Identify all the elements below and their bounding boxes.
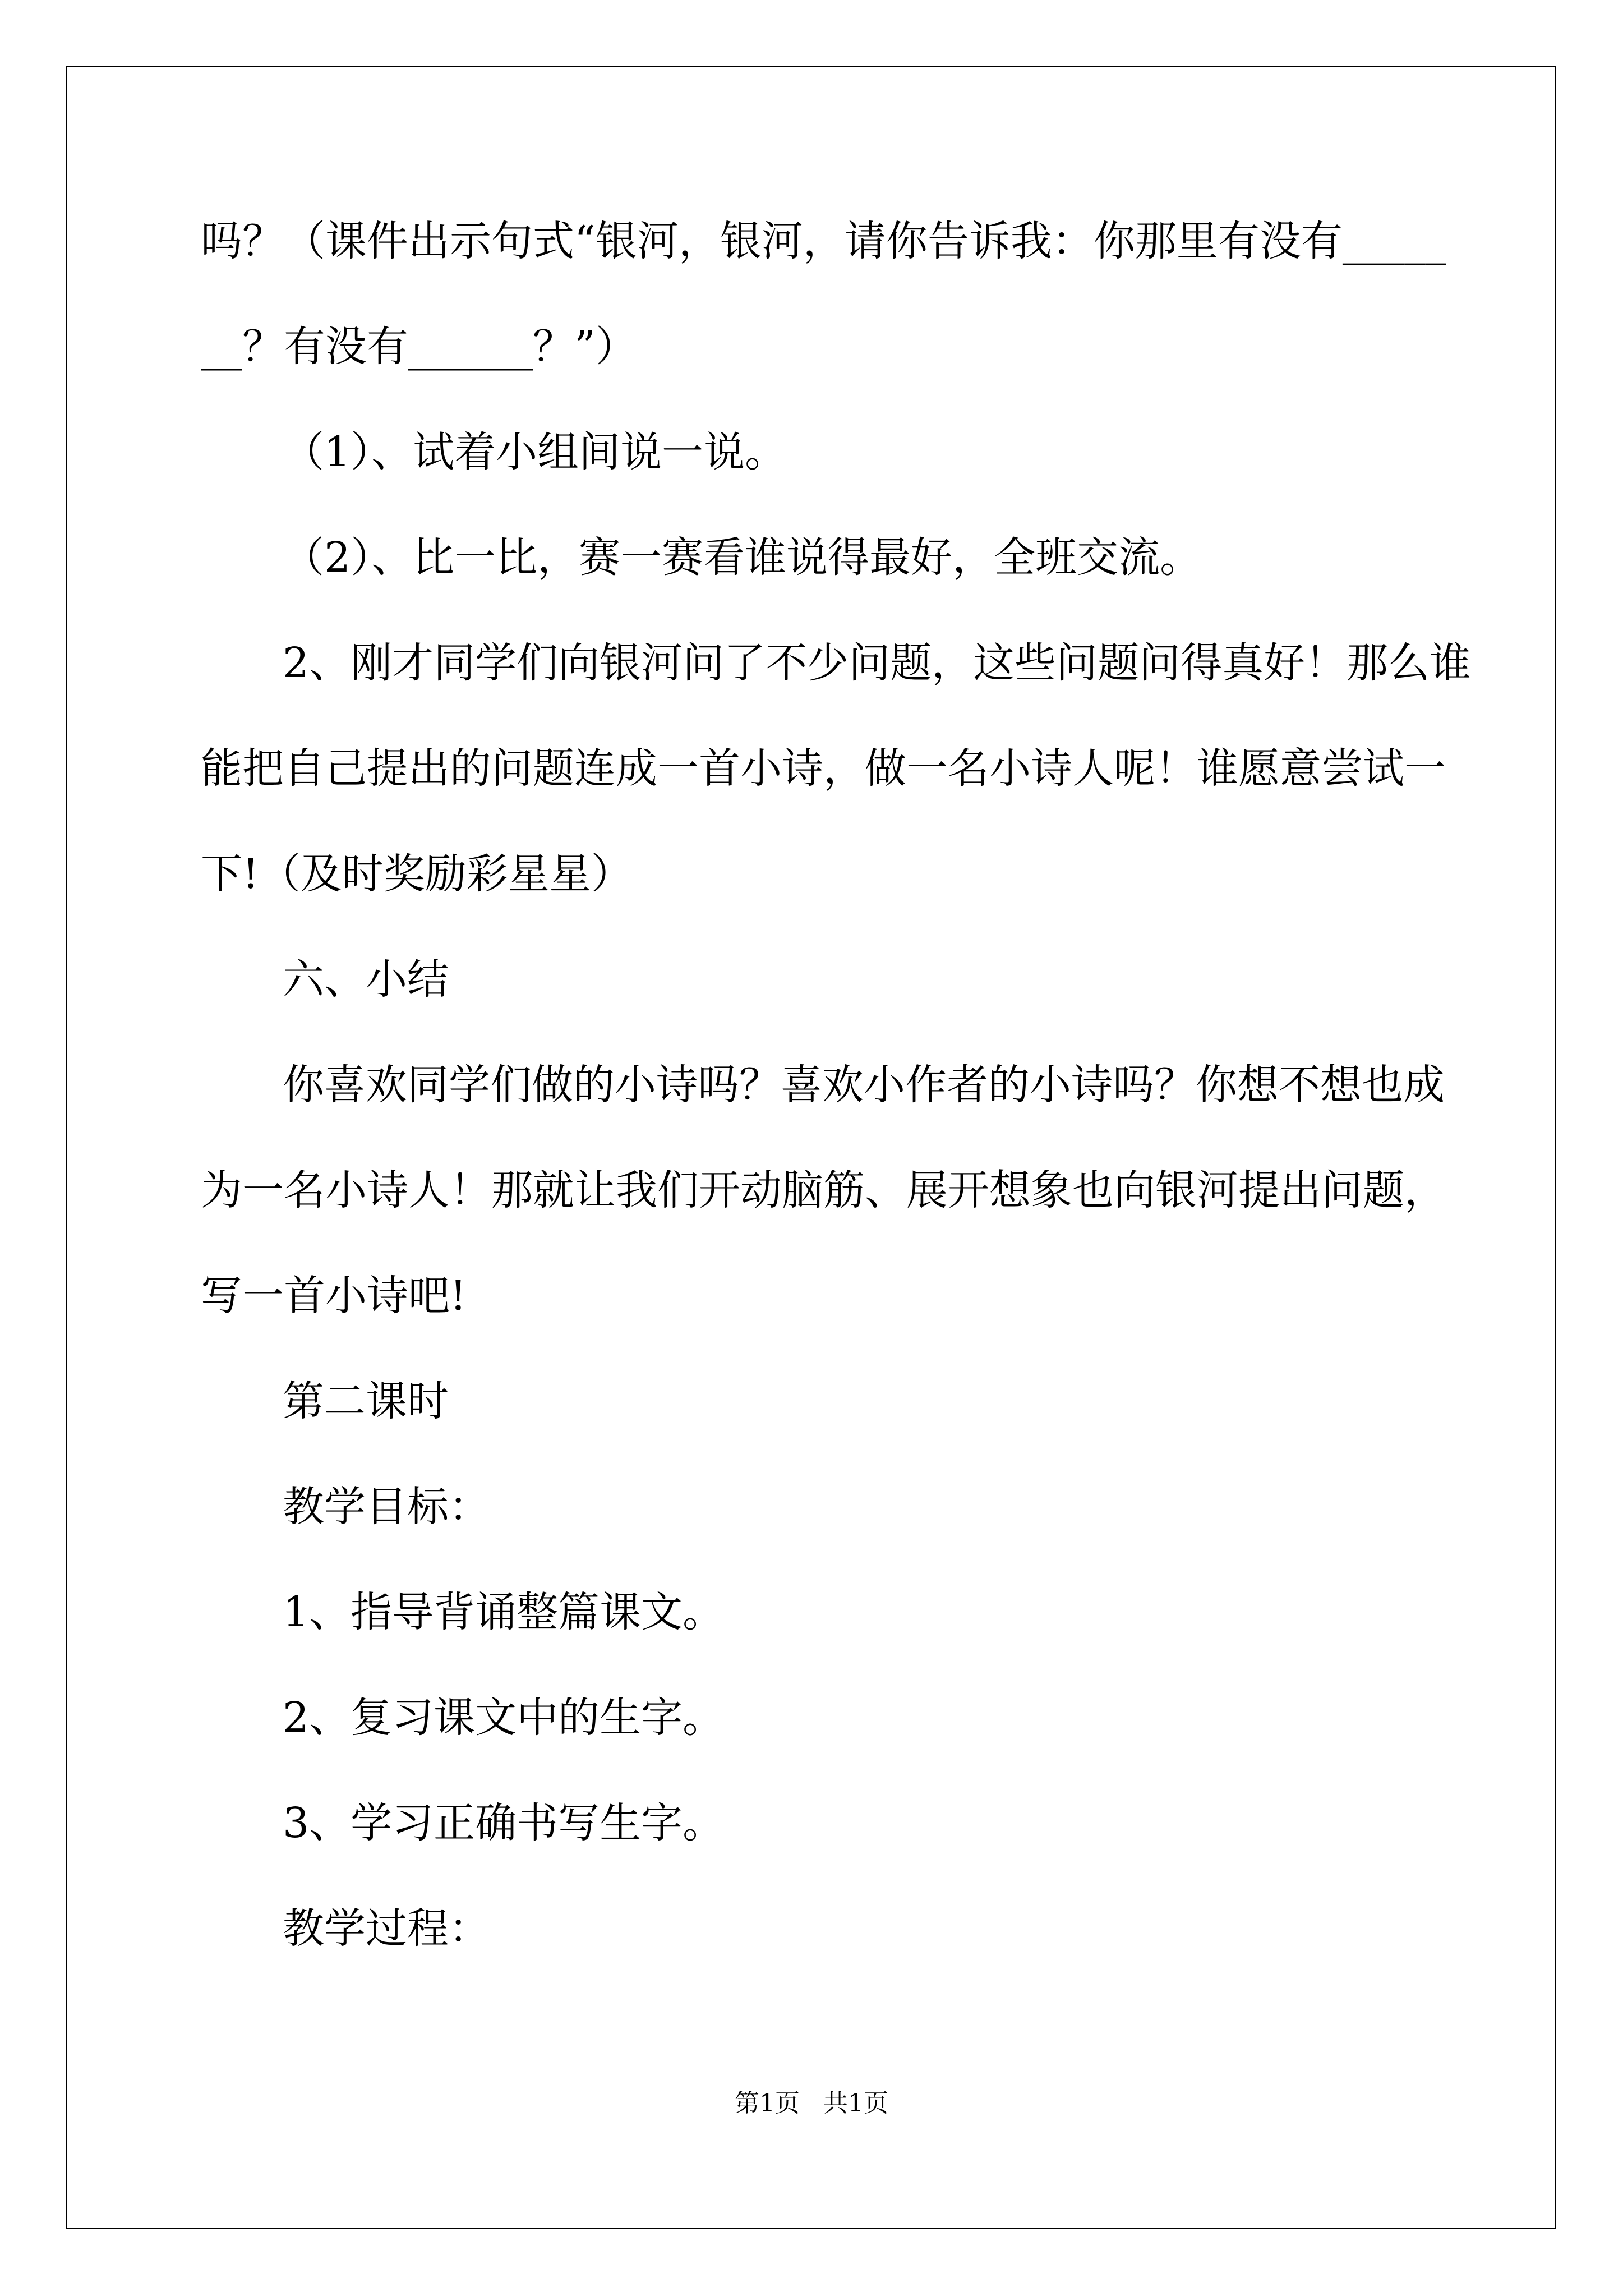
list-item: 1、指导背诵整篇课文。 — [283, 1588, 725, 1636]
text-line: 吗？（课件出示句式“银河，银河，请你告诉我：你那里有没有_____ — [201, 217, 1446, 265]
text-line: 写一首小诗吧! — [201, 1272, 467, 1320]
list-item: 2、复习课文中的生字。 — [283, 1694, 725, 1742]
section-heading: 六、小结 — [283, 955, 449, 1004]
text-line: （1）、试着小组间说一说。 — [283, 428, 787, 476]
text-line: 教学过程： — [283, 1904, 490, 1953]
section-heading: 第二课时 — [283, 1377, 449, 1425]
text-line: 下!（及时奖励彩星星） — [201, 850, 633, 898]
text-line: 2、刚才同学们向银河问了不少问题，这些问题问得真好！那么谁 — [283, 639, 1472, 687]
text-line: 你喜欢同学们做的小诗吗？喜欢小作者的小诗吗？你想不想也成 — [283, 1061, 1445, 1109]
text-line: __？有没有______？”） — [201, 323, 637, 371]
page-number-footer: 第1页 共1页 — [735, 2089, 888, 2118]
list-item: 3、学习正确书写生字。 — [283, 1799, 725, 1847]
text-line: 能把自己提出的问题连成一首小诗，做一名小诗人呢！谁愿意尝试一 — [201, 744, 1446, 793]
text-line: 教学目标： — [283, 1483, 490, 1531]
text-line: （2）、比一比，赛一赛看谁说得最好，全班交流。 — [283, 533, 1202, 582]
text-line: 为一名小诗人！那就让我们开动脑筋、展开想象也向银河提出问题， — [201, 1166, 1446, 1214]
